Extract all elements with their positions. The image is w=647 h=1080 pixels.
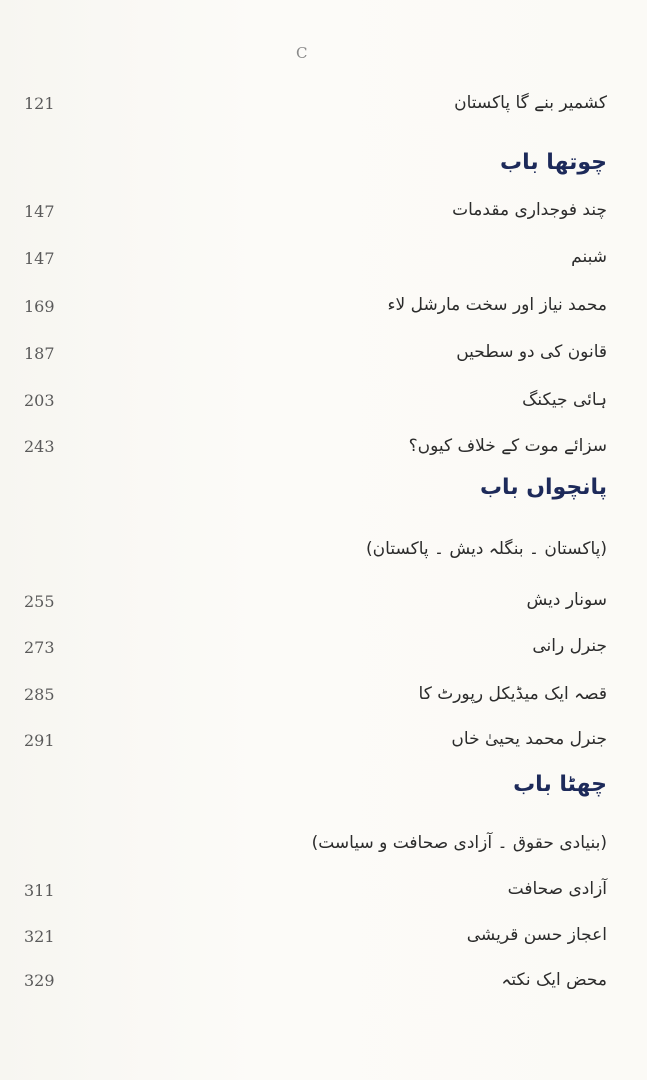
page-number: 255 xyxy=(24,592,55,611)
page-mark: C xyxy=(296,44,308,62)
toc-entry xyxy=(0,923,647,953)
entry-title: محض ایک نکتہ xyxy=(501,970,607,990)
toc-entry xyxy=(0,293,647,323)
page-number: 203 xyxy=(24,391,55,410)
toc-entry xyxy=(0,198,647,228)
page-number: 311 xyxy=(24,881,55,900)
page-number: 291 xyxy=(24,731,55,750)
entry-title: سونار دیش xyxy=(526,590,607,610)
page-number: 321 xyxy=(24,927,55,946)
entry-title: سزائے موت کے خلاف کیوں؟ xyxy=(408,436,607,456)
chapter-heading-4: چوتھا باب xyxy=(500,150,607,175)
toc-entry xyxy=(0,433,647,463)
chapter-heading-5: پانچواں باب xyxy=(479,475,607,500)
toc-entry xyxy=(0,340,647,370)
page-number: 273 xyxy=(24,638,55,657)
chapter-heading-6: چھٹا باب xyxy=(513,772,607,797)
toc-entry xyxy=(0,727,647,757)
toc-entry xyxy=(0,387,647,417)
entry-title: اعجاز حسن قریشی xyxy=(466,925,607,945)
chapter-subheading-5: (پاکستان ۔ بنگلہ دیش ۔ پاکستان) xyxy=(366,539,607,559)
page-number: 243 xyxy=(24,437,55,456)
entry-title: جنرل محمد یحییٰ خاں xyxy=(451,729,607,749)
page-number: 285 xyxy=(24,685,55,704)
page-number: 169 xyxy=(24,297,55,316)
page-number: 121 xyxy=(24,94,55,113)
entry-title: آزادی صحافت xyxy=(507,879,607,899)
toc-entry xyxy=(0,634,647,664)
entry-title: ہائی جیکنگ xyxy=(522,390,607,410)
entry-title: قصہ ایک میڈیکل رپورٹ کا xyxy=(418,684,607,704)
toc-entry xyxy=(0,877,647,907)
toc-entry xyxy=(0,681,647,711)
entry-title: شبنم xyxy=(571,247,607,267)
page-number: 329 xyxy=(24,971,55,990)
entry-title: کشمیر بنے گا پاکستان xyxy=(454,93,607,113)
chapter-subheading-6: (بنیادی حقوق ۔ آزادی صحافت و سیاست) xyxy=(311,833,607,853)
entry-title: قانون کی دو سطحیں xyxy=(456,342,607,362)
entry-title: جنرل رانی xyxy=(532,636,607,656)
toc-entry xyxy=(0,245,647,275)
page-number: 147 xyxy=(24,249,55,268)
toc-entry xyxy=(0,588,647,618)
toc-entry xyxy=(0,967,647,997)
page-number: 147 xyxy=(24,202,55,221)
toc-entry xyxy=(0,90,647,120)
entry-title: محمد نیاز اور سخت مارشل لاء xyxy=(387,295,607,315)
entry-title: چند فوجداری مقدمات xyxy=(452,200,607,220)
page-number: 187 xyxy=(24,344,55,363)
